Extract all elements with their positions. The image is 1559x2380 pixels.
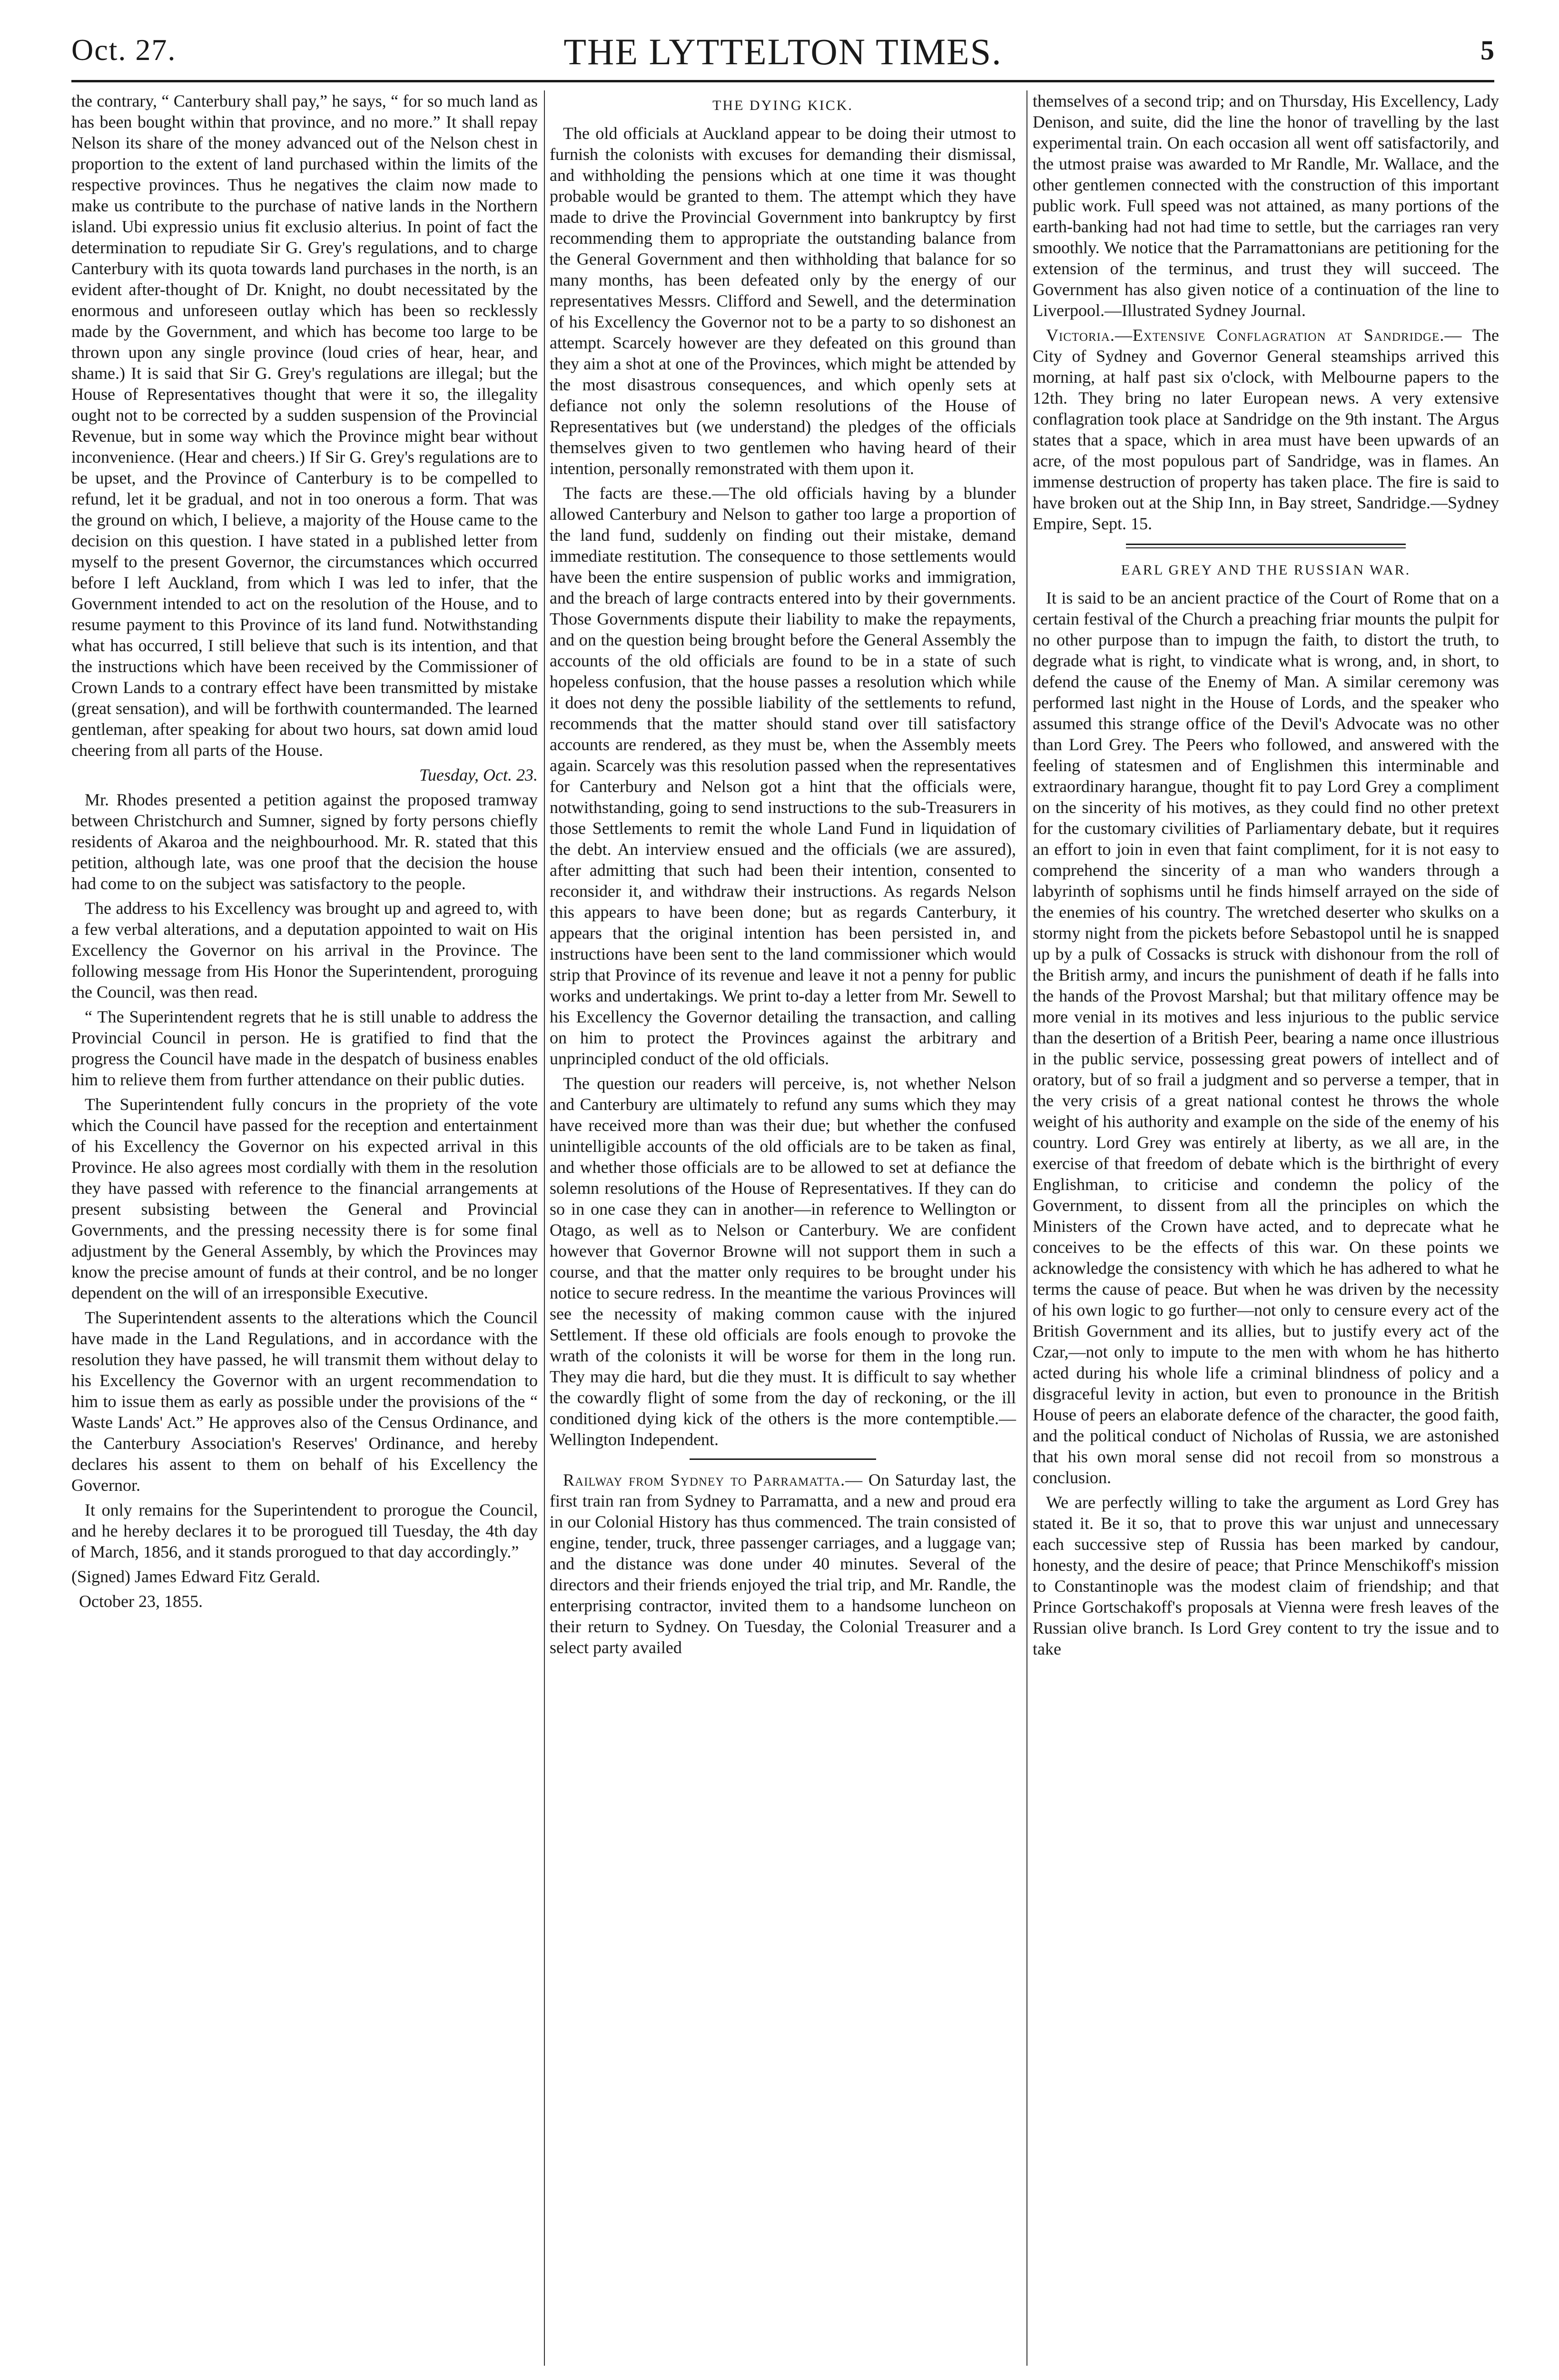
signature-line: (Signed) James Edward Fitz Gerald. [71,1567,320,1586]
column-1 [71,90,538,1616]
article-paragraph: We are perfectly willing to take the argument as Lord Grey has stated it. Be it so, that to prove this war unjust and unnecessary each successive step of Russia has been marked by candour, honesty, and the desire of peace; that Prince Menschikoff's mission to Constantinople was the modest claim of friendship; and that Prince Gortschakoff's proposals at Vienna were fresh leaves of the Russian olive branch. Is Lord Grey content to try the issue and to take [1033,1493,1499,1658]
news-item [550,1469,1016,1658]
column-divider [1026,90,1027,2366]
article-paragraph: Mr. Rhodes presented a petition against the proposed tramway between Christchurch and Sumner, signed by forty persons chiefly residents of Akaroa and the neighbourhood. Mr. R. stated that this petition, although late, was one proof that the decision the house had come to on the subject was satisfactory to the people. [71,790,538,893]
column-divider [544,90,545,2366]
article-paragraph: The Superintendent assents to the alterations which the Council have made in the Land Regulations, and in accordance with the resolution they have passed, he will transmit them without delay to his Excellency the Governor with an urgent recommendation to him to issue them as early as possible under the provisions of the “ Waste Lands' Act.” He approves also of the Census Ordinance, and the Canterbury Association's Reserves' Ordinance, and hereby declares his assent to them on behalf of his Excellency the Governor. [71,1308,538,1495]
signature-date: October 23, 1855. [79,1592,203,1611]
article-paragraph: the contrary, “ Canterbury shall pay,” he says, “ for so much land as has been bought within that province, and no more.” It shall repay Nelson its share of the money advanced out of the Nelson chest in proportion to the extent of land purchased within the limits of the respective provinces. Thus he negatives the claim now made to make us contribute to the purchase of native lands in the Northern island. Ubi expressio unius fit exclusio alterius. In point of fact the determination to repudiate Sir G. Grey's regulations, and to charge Canterbury with its quota towards land purchases in the north, is an evident after-thought of Dr. Knight, no doubt necessitated by the enormous and unforeseen outlay which has been so recklessly made by the Government, and which has become too large to be thrown upon any single province (loud cries of hear, hear, and shame.) It is said that Sir G. Grey's regulations are illegal; but the House of Representatives thought that were it so, the illegality ought not to be corrected by a sudden suspension of the Provincial Revenue, but in some way which the Province might bear without inconvenience. (Hear and cheers.) If Sir G. Grey's regulations are to be upset, and the Province of Canterbury is to be compelled to refund, let it be gradual, and not in too onerous a form. That was the ground on which, I believe, a majority of the House came to the decision on this question. I have stated in a published letter from myself to the present Governor, the circumstances which occurred before I left Auckland, from which I was led to infer, that the Government intended to act on the resolution of the House, and to resume payment to this Province of its land fund. Notwithstanding what has occurred, I still believe that such is its intention, and that the instructions which have been received by the Commissioner of Crown Lands to a contrary effect have been transmitted by mistake (great sensation), and will be forthwith countermanded. The learned gentleman, after speaking for about two hours, sat down amid loud cheering from all parts of the House. [71,91,538,760]
column-2 [550,90,1016,1662]
news-item-heading: Railway from Sydney to Parramatta.— [563,1470,863,1489]
article-paragraph: “ The Superintendent regrets that he is still unable to address the Provincial Council in person. He is gratified to find that the progress the Council have made in the despatch of business enables him to relieve them from further attendance on their public duties. [71,1007,538,1089]
article-paragraph: It only remains for the Superintendent to prorogue the Council, and he hereby declares it to be prorogued till Tuesday, the 4th day of March, 1856, and it stands prorogued to that day accordingly.” [71,1500,538,1561]
article-paragraph: The facts are these.—The old officials having by a blunder allowed Canterbury and Nelson to gather too large a proportion of the land fund, suddenly on finding out their mistake, demand immediate restitution. The consequence to those settlements would have been the entire suspension of public works and immigration, and the breach of large contracts entered into by their governments. Those Governments dispute their liability to make the repayments, and on the question being brought before the General Assembly the accounts of the old officials are found to be in a state of such hopeless confusion, that the house passes a resolution which while it does not deny the possible liability of the settlements to refund, recommends that the matter should stand over till satisfactory accounts are rendered, as they must be, when the Assembly meets again. Scarcely was this resolution passed when the representatives for Canterbury and Nelson got a hint that the officials were, notwithstanding, going to send instructions to the sub-Treasurers in those Settlements to remit the whole Land Fund in liquidation of the debt. An interview ensued and the officials (we are assured), after admitting that such had been their intention, consented to reconsider it, and withdraw their instructions. As regards Nelson this appears to have been done; but as regards Canterbury, it appears that the original intention has been persisted in, and instructions have been sent to the land commissioner which would strip that Province of its revenue and leave it not a penny for public works and undertakings. We print to-day a letter from Mr. Sewell to his Excellency the Governor detailing the transaction, and calling on him to protect the Provinces against the arbitrary and unprincipled conduct of the old officials. [550,484,1016,1068]
news-item-heading: Victoria.—Extensive Conflagration at Sandridge.— [1046,326,1462,345]
article-headline: EARL GREY AND THE RUSSIAN WAR. [1121,562,1411,578]
news-item [1033,325,1499,534]
article-paragraph: The address to his Excellency was brought up and agreed to, with a few verbal alterations, and a deputation appointed to wait on His Excellency the Governor on his arrival in the Province. The following message from His Honor the Superintendent, proroguing the Council, was then read. [71,899,538,1002]
page-number: 5 [1480,35,1494,66]
section-rule [690,1458,876,1460]
article-paragraph: The Superintendent fully concurs in the propriety of the vote which the Council have passed for the reception and entertainment of his Excellency the Governor on his expected arrival in this Province. He also agrees most cordially with them in the resolution they have passed with reference to the financial arrangements at present subsisting between the General and Provincial Governments, and the pressing necessity there is for some final adjustment by the General Assembly, by which the Provinces may know the precise amount of funds at their control, and be no longer dependent on the will of an irresponsible Executive. [71,1095,538,1302]
masthead [71,29,1494,86]
masthead-rule [71,80,1494,82]
issue-date: Oct. 27. [71,33,177,67]
news-item-text: The City of Sydney and Governor General steamships arrived this morning, at half past six o'clock, with Melbourne papers to the 12th. They bring no later European news. A very extensive conflagration took place at Sandridge on the 9th instant. The Argus states that a space, which in area must have been upwards of an acre, of the most populous part of Sandridge, was in flames. An immense destruction of property has taken place. The fire is said to have broken out at the Ship Inn, in Bay street, Sandridge.—Sydney Empire, Sept. 15. [1033,326,1499,533]
newspaper-title: THE LYTTELTON TIMES. [563,31,1002,72]
column-3 [1033,90,1499,1663]
article-paragraph: It is said to be an ancient practice of the Court of Rome that on a certain festival of the Church a preaching friar mounts the pulpit for no other purpose than to impugn the faith, to distort the truth, to degrade what is right, to vindicate what is wrong, and, in short, to defend the cause of the Enemy of Man. A similar ceremony was performed last night in the House of Lords, and the speaker who assumed this strange office of the Devil's Advocate was no other than Lord Grey. The Peers who followed, and answered with the feeling of statesmen and of Englishmen this interminable and extraordinary harangue, thought fit to pay Lord Grey a compliment on the sincerity of his motives, as they could find no other pretext for the customary civilities of Parliamentary debate, but it requires an effort to join in even that faint compliment, for it is not easy to comprehend the sincerity of a man who wanders through a labyrinth of sophisms until he finds himself arrayed on the side of the enemies of his country. The wretched deserter who skulks on a stormy night from the pickets before Sebastopol until he is snapped up by a pulk of Cossacks is struck with dishonour from the roll of the British army, and incurs the punishment of death if he falls into the hands of the Provost Marshal; but that military offence may be more venial in its motives and less injurious to the public service than the desertion of a British Peer, bearing a name once illustrious in the public service, possessing great powers of intellect and of oratory, but of so frail a judgment and so perverse a temper, that in the very crisis of a great national contest he throws the whole weight of his authority and example on the side of the enemy of his country. Lord Grey was entirely at liberty, as we all are, in the exercise of that freedom of debate which is the birthright of every Englishman, to criticise and condemn the policy of the Government, to dissent from all the principles on which the Ministers of the Crown have acted, and to deprecate what he conceives to be the effects of this war. On these points we acknowledge the consistency with which he has adhered to what he terms the cause of peace. But when he was driven by the necessity of his own logic to go further—not only to censure every act of the British Government and its allies, but to justify every act of the Czar,—not only to impute to the men with whom he has hitherto acted during his whole life a criminal blindness of policy and a disgraceful levity in action, but even to pronounce in the British House of peers an elaborate defence of the character, the good faith, and the political conduct of Nicholas of Russia, we are astonished that his own moral sense did not recoil from so monstrous a conclusion. [1033,588,1499,1487]
section-rule [1126,544,1406,548]
article-headline: THE DYING KICK. [712,98,853,113]
article-paragraph: themselves of a second trip; and on Thursday, His Excellency, Lady Denison, and suite, did the line the honor of travelling by the last experimental train. On each occasion all went off satisfactorily, and the utmost praise was awarded to Mr Randle, Mr. Wallace, and the other gentlemen connected with the construction of this important public work. Full speed was not attained, as many portions of the earth-banking had not had time to settle, but the carriages ran very smoothly. We notice that the Parramattonians are petitioning for the extension of the terminus, and trust they will succeed. The Government has also given notice of a continuation of the line to Liverpool.—Illustrated Sydney Journal. [1033,91,1499,320]
article-paragraph: The old officials at Auckland appear to be doing their utmost to furnish the colonists with excuses for demanding their dismissal, and withholding the pensions which at one time it was thought probable would be granted to them. The attempt which they have made to drive the Provincial Government into bankruptcy by first recommending them to appropriate the outstanding balance from the General Government and then withholding that balance for so many months, has been defeated only by the energy of our representatives Messrs. Clifford and Sewell, and the determination of his Excellency the Governor not to be a party to so dishonest an attempt. Scarcely however are they defeated on this ground than they aim a shot at one of the Provinces, which might be attended by the most disastrous consequences, and which openly sets at defiance not only the solemn resolutions of the House of Representatives but (we understand) the pledges of the officials themselves given to two gentlemen who having heard of their intention, personally remonstrated with them upon it. [550,124,1016,478]
article-paragraph: The question our readers will perceive, is, not whether Nelson and Canterbury are ultimately to refund any sums which they may have received more than was their due; but whether the confused unintelligible accounts of the old officials are to be taken as final, and whether those officials are to be allowed to set at defiance the solemn resolutions of the House of Representatives. If they can do so in one case they can in another—in reference to Wellington or Otago, as well as to Nelson or Canterbury. We are confident however that Governor Browne will not support them in such a course, and that the matter only requires to be brought under his notice to secure redress. In the meantime the various Provinces will see the necessity of making common cause with the injured Settlement. If these old officials are fools enough to provoke the wrath of the colonists it will be worse for them in the long run. They may die hard, but die they must. It is difficult to say whether the cowardly flight of some from the day of reckoning, or the ill conditioned dying kick of the others is the more contemptible.—Wellington Independent. [550,1074,1016,1449]
news-item-text: On Saturday last, the first train ran from Sydney to Parramatta, and a new and proud era in our Colonial History has thus commenced. The train consisted of engine, tender, truck, three passenger carriages, and a luggage van; and the distance was done under 40 minutes. Several of the directors and their friends enjoyed the trial trip, and Mr. Randle, the enterprising contractor, invited them to a handsome luncheon on their return to Sydney. On Tuesday, the Colonial Treasurer and a select party availed [550,1470,1016,1657]
dateline: Tuesday, Oct. 23. [419,765,538,784]
